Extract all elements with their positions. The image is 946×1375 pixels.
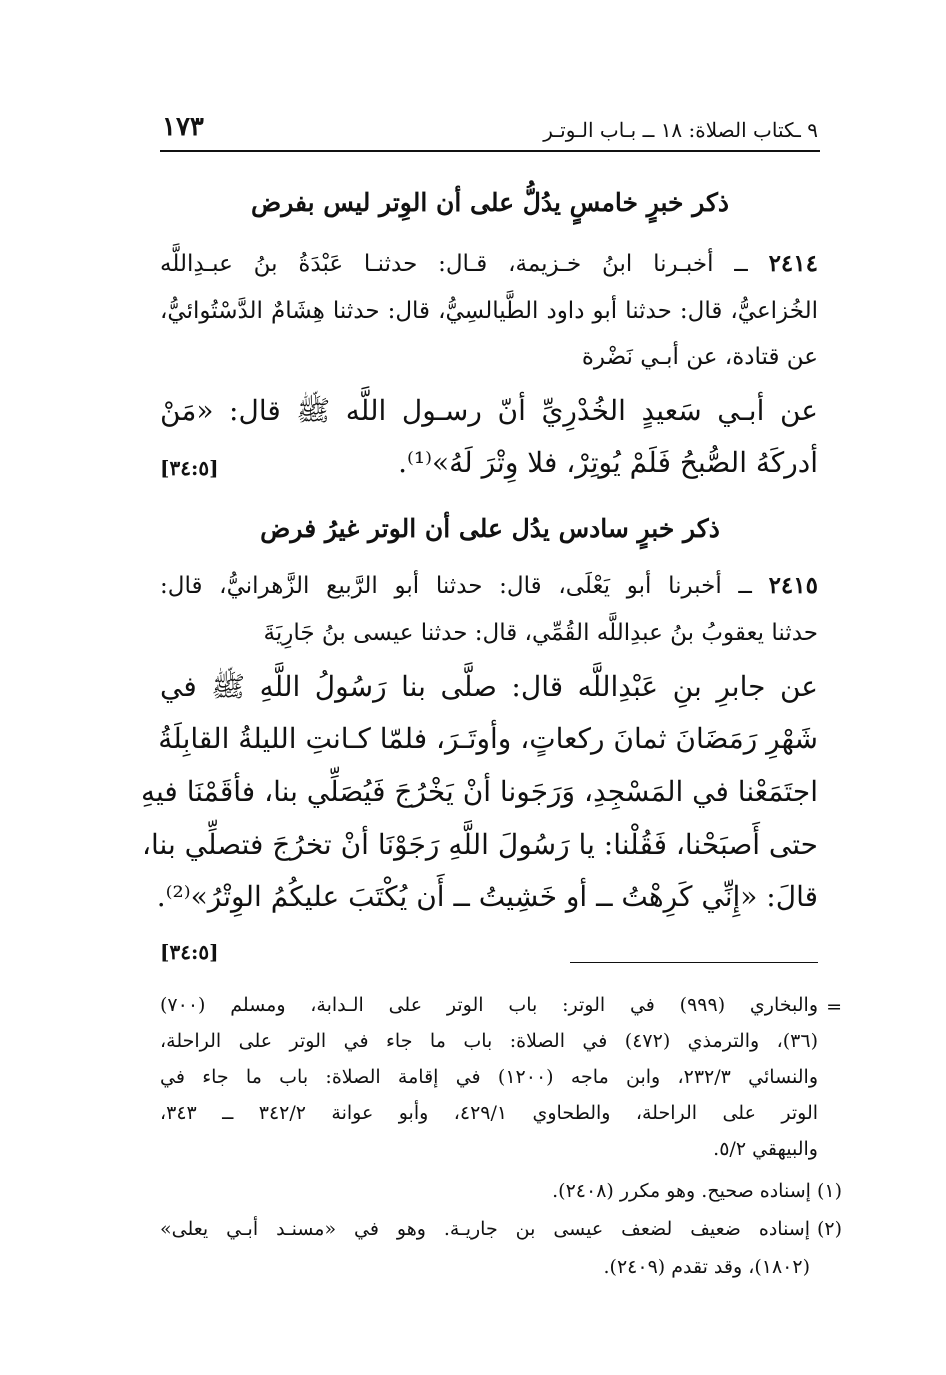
- reference-2415: [٣٤:٥]: [160, 940, 219, 964]
- running-header-title: ٩ ـكتاب الصلاة: ١٨ ــ بـاب الـوتـر: [543, 118, 818, 142]
- footnote-continuation-line-5: والبيهقي ٥/٢.: [713, 1138, 818, 1160]
- footnote-1-text: إسناده صحيح. وهو مكرر (٢٤٠٨).: [552, 1180, 811, 1202]
- hadith-2415-line-6: حتى أَصبَحْنا، فَقُلْنا: يا رَسُولَ اللَّهِ رَجَوْنَا أنْ تخرُجَ فتصلِّي بنا،: [141, 828, 818, 861]
- hadith-2415-line-2: حدثنا يعقوبُ بنُ عبدِاللَّه القُمِّي، قال: حدثنا عيسى بنُ جَارِيَةَ: [263, 620, 818, 646]
- page-number: ١٧٣: [162, 112, 204, 142]
- footnote-1: [552, 1180, 842, 1202]
- footnote-2-line-2: (١٨٠٢)، وقد تقدم (٢٤٠٩).: [603, 1256, 810, 1278]
- footnote-continuation-line-4: الوتر على الراحلة، والطحاوي ٤٢٩/١، وأبو عوانة ٣٤٢/٢ ــ ٣٤٣،: [160, 1102, 819, 1124]
- footnote-2-line-1: إسناده ضعيف لضعف عيسى بن جاريـة. وهو في «مسنـد أبـي يعلى»: [160, 1218, 810, 1240]
- header-rule: [160, 150, 820, 152]
- hadith-2415-line-4: شَهْرِ رَمَضَانَ ثمانَ ركعاتٍ، وأوتَـرَ، فلمّا كـانتِ الليلةُ القابِلَةُ: [158, 722, 818, 755]
- hadith-2414-line-1: ٢٤١٤ ــ أخبـرنا ابنُ خـزيمة، قـال: حدثنـا عَبْدَةُ بنُ عبـدِاللَّه: [160, 250, 818, 277]
- hadith-2414-line-4: عن أبـي سَعيدٍ الخُدْرِيِّ أنّ رسـول اللَّه ﷺ قال: «مَنْ: [160, 394, 818, 427]
- section-heading-1: ذكر خبرٍ خامسٍ يدُلُّ على أن الوِتر ليس بفرض: [250, 188, 730, 217]
- hadith-2415-line-5: اجتَمَعْنا في المَسْجِدِ، وَرَجَونا أنْ يَخْرُجَ فَيُصَلِّي بنا، فأقَمْنَا فيهِ: [140, 775, 818, 808]
- footnote-rule: [570, 962, 818, 963]
- footnote-continuation-line-2: (٣٦)، والترمذي (٤٧٢) في الصلاة: باب ما جاء في الوتر على الراحلة،: [160, 1030, 819, 1052]
- footnote-continuation-line-1: والبخاري (٩٩٩) في الوتر: باب الوتر على الـدابة، ومسلم (٧٠٠): [160, 994, 818, 1016]
- hadith-2414-line-5: أدركَهُ الصُّبحُ فَلَمْ يُوتِرْ، فلا وِتْرَ لَهُ»⁽¹⁾.: [398, 446, 818, 479]
- hadith-2415-line-1: ٢٤١٥ ــ أخبرنا أبو يَعْلَى، قال: حدثنا أبو الرَّبيع الزَّهرانيُّ، قال:: [160, 572, 818, 599]
- footnote-2-marker: (٢): [816, 1218, 842, 1240]
- hadith-2415-line-7: قالَ: «إِنِّي كَرِهْتُ ــ أو خَشِيتُ ــ أَن يُكْتَبَ عليكُمُ الوِتْرُ»⁽²⁾.: [156, 880, 818, 913]
- hadith-number-2415: ٢٤١٥: [768, 572, 818, 599]
- hadith-2414-line-2: الخُزاعيُّ، قال: حدثنا أبو داود الطَّيالسِيُّ، قال: حدثنا هِشَامٌ الدَّسْتُوائيُّ،: [160, 298, 818, 324]
- hadith-2414-line-3: عن قتادة، عن أبـي نَضْرة: [581, 344, 818, 370]
- footnote-continuation-mark: =: [826, 996, 842, 1018]
- footnote-continuation-line-3: والنسائي ٢٣٢/٣، وابن ماجه (١٢٠٠) في إقامة الصلاة: باب ما جاء في: [160, 1066, 818, 1088]
- hadith-number-2414: ٢٤١٤: [768, 250, 818, 277]
- footnote-1-marker: (١): [816, 1180, 842, 1202]
- reference-2414: [٣٤:٥]: [160, 456, 219, 480]
- section-heading-2: ذكر خبرٍ سادس يدُل على أن الوتر غيرُ فرض: [260, 514, 720, 543]
- hadith-2415-line-3: عن جابرِ بنِ عَبْدِاللَّه قال: صلَّى بنا رَسُولُ اللَّهِ ﷺ في: [160, 670, 818, 703]
